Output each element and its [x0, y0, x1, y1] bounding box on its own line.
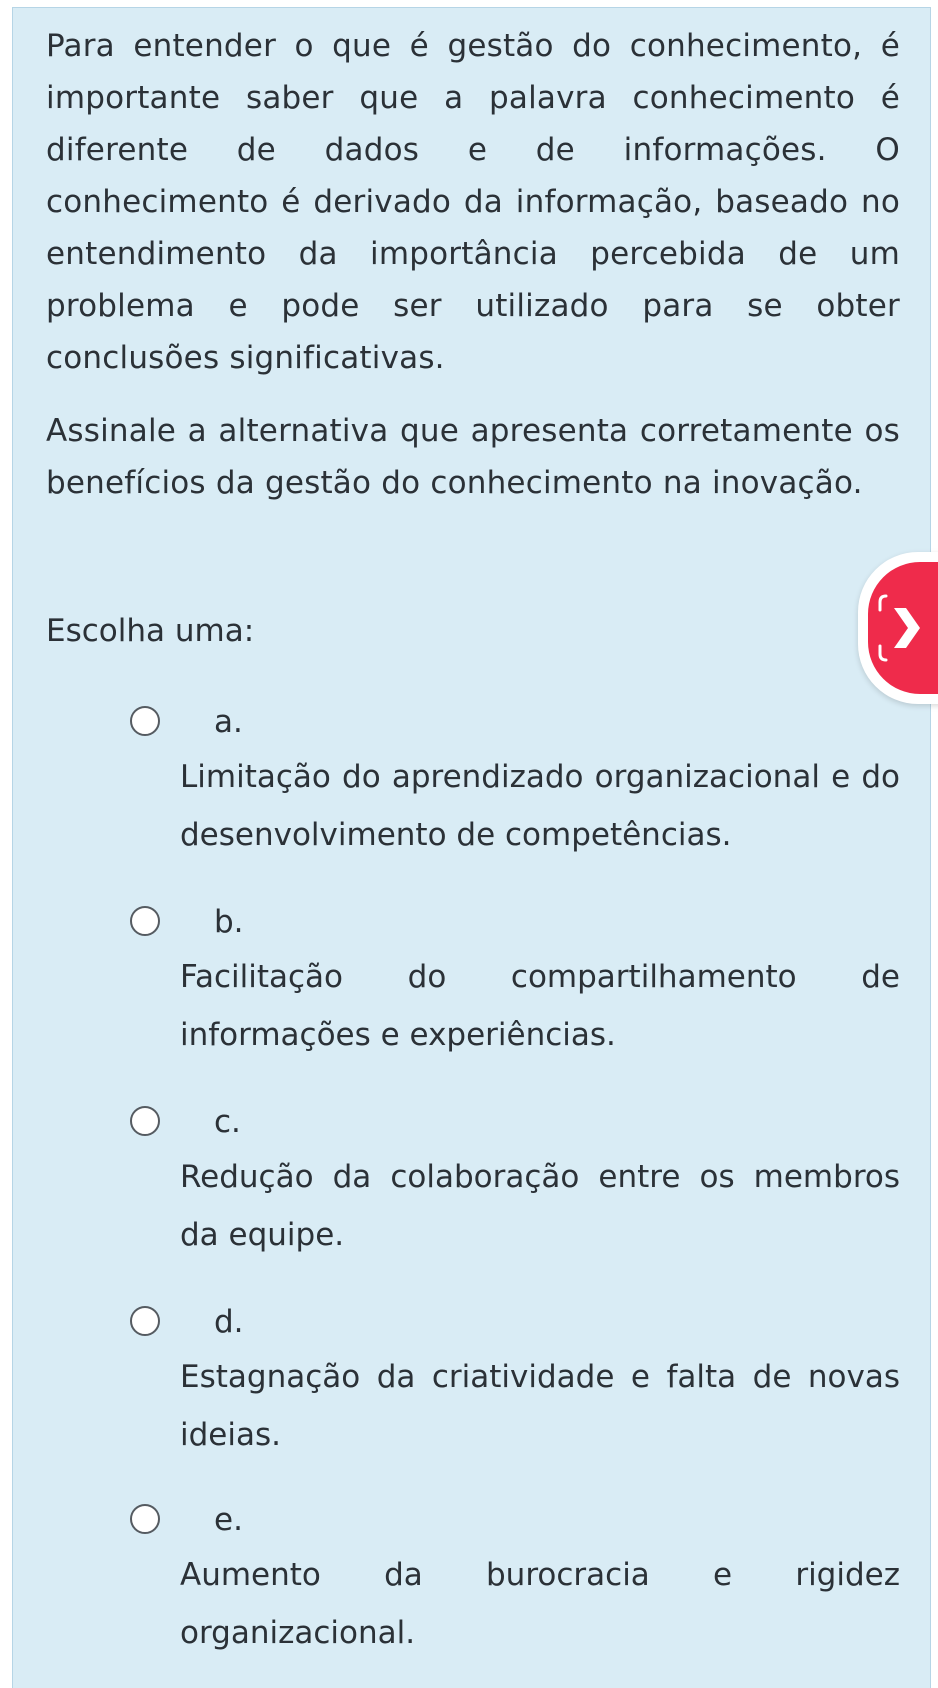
question-paragraph-1: Para entender o que é gestão do conhecimento, é importante saber que a palavra conhecimento é diferente de dados e de informações. O conhecimento é derivado da informação, baseado no entendimento da importância percebida de um problema e pode ser utilizado para se obter conclusões significativas.	[46, 28, 900, 376]
radio-option-c[interactable]	[130, 1106, 160, 1136]
option-letter: d.	[214, 1304, 244, 1340]
radio-option-a[interactable]	[130, 706, 160, 736]
option-text[interactable]: Redução da colaboração entre os membros da equipe.	[180, 1159, 900, 1253]
radio-option-e[interactable]	[130, 1504, 160, 1534]
choose-label: Escolha uma:	[46, 613, 255, 649]
option-text[interactable]: Facilitação do compartilhamento de informações e experiências.	[180, 959, 900, 1053]
option-text[interactable]: Limitação do aprendizado organizacional e do desenvolvimento de competências.	[180, 759, 900, 853]
next-arrow-icon	[868, 562, 938, 694]
question-paragraph-2: Assinale a alternativa que apresenta corretamente os benefícios da gestão do conhecimento na inovação.	[46, 413, 900, 501]
radio-option-d[interactable]	[130, 1306, 160, 1336]
option-text[interactable]: Estagnação da criatividade e falta de novas ideias.	[180, 1359, 900, 1453]
option-letter: c.	[214, 1104, 241, 1140]
option-letter: b.	[214, 904, 244, 940]
next-button-face[interactable]	[868, 562, 938, 694]
floating-next-button[interactable]	[858, 552, 938, 704]
option-letter: a.	[214, 704, 243, 740]
option-text[interactable]: Aumento da burocracia e rigidez organizacional.	[180, 1557, 900, 1651]
radio-option-b[interactable]	[130, 906, 160, 936]
option-letter: e.	[214, 1502, 243, 1538]
